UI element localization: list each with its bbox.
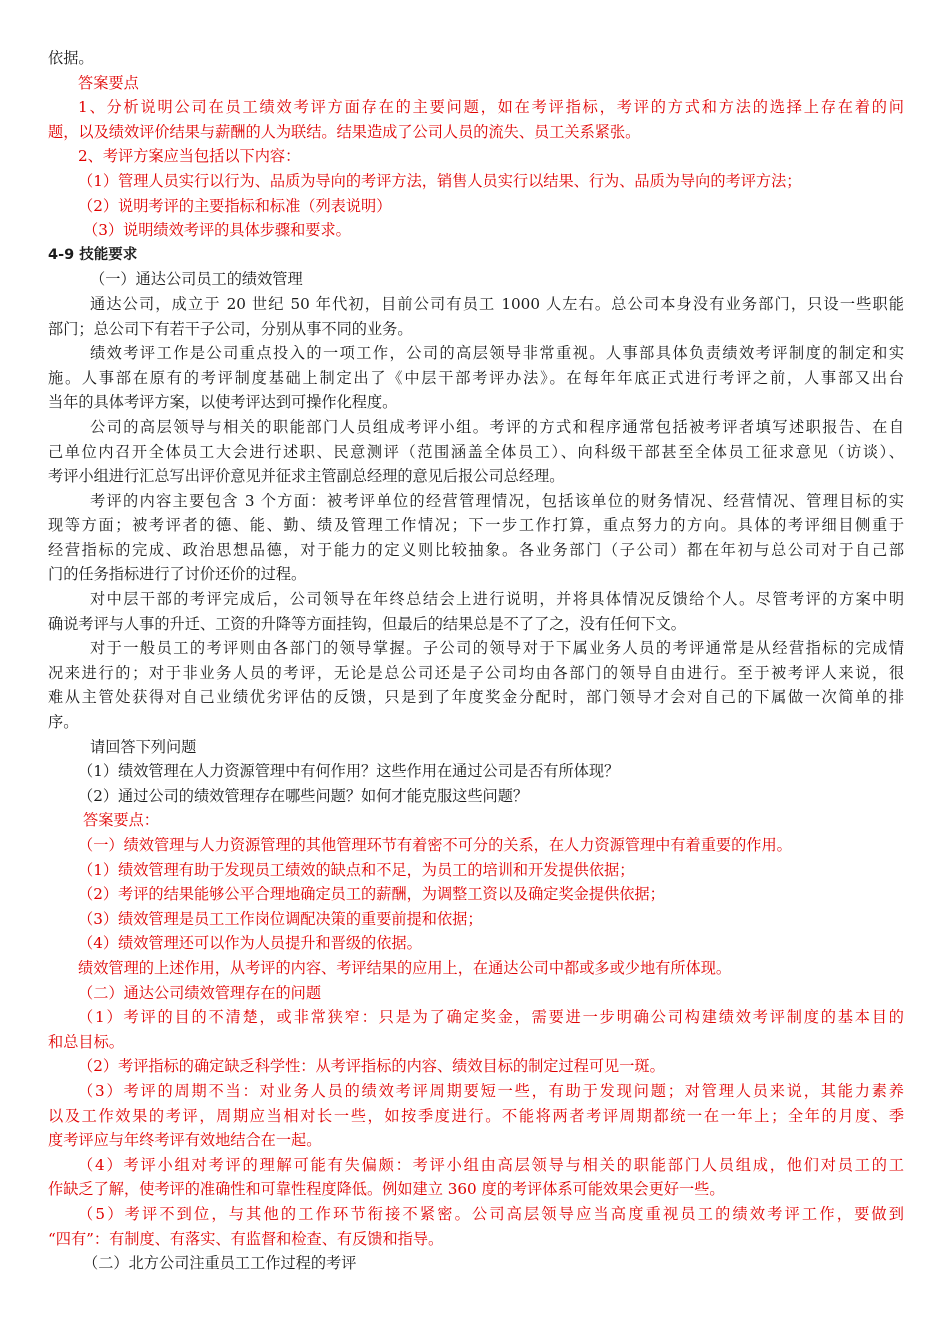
text-line: （2）通过公司的绩效管理存在哪些问题？如何才能克服这些问题？ [78,786,529,805]
text-line: 以及工作效果的考评，周期应当相对长一些，如按季度进行。不能将两者考评周期都统一在一年上；全年的月度、季 [48,1106,904,1125]
text-line: （1）绩效管理有助于发现员工绩效的缺点和不足，为员工的培训和开发提供依据； [78,860,635,879]
text-line: 2、考评方案应当包括以下内容： [78,147,301,166]
text-line: 考评小组进行汇总写出评价意见并征求主管副总经理的意见后报公司总经理。 [48,467,565,486]
document-page [48,46,904,1276]
text-line: 请回答下列问题 [90,737,197,756]
text-line: 现等方面；被考评者的德、能、勤、绩及管理工作情况；下一步工作打算，重点努力的方向。具体的考评细目侧重于 [48,516,904,535]
text-line: （3）考评的周期不当：对业务人员的绩效考评周期要短一些，有助于发现问题；对管理人员来说，其能力素养 [78,1081,904,1100]
text-line: 况来进行的；对于非业务人员的考评，无论是总公司还是子公司均由各部门的领导自由进行。至于被考评人来说，很 [48,663,904,682]
text-line: 己单位内召开全体员工大会进行述职、民意测评（范围涵盖全体员工）、向科级干部甚至全体员工征求意见（访谈）、 [48,442,904,461]
text-line: 度考评应与年终考评有效地结合在一起。 [48,1131,322,1150]
text-line: 当年的具体考评方案，以使考评达到可操作化程度。 [48,393,398,412]
text-line: （4）绩效管理还可以作为人员提升和晋级的依据。 [78,934,422,953]
text-line: （1）考评的目的不清楚，或非常狭窄：只是为了确定奖金，需要进一步明确公司构建绩效考评制度的基本目的 [78,1008,904,1027]
text-line: （二）北方公司注重员工工作过程的考评 [83,1254,357,1273]
text-line: 绩效管理的上述作用，从考评的内容、考评结果的应用上，在通达公司中都或多或少地有所体现。 [78,958,732,977]
text-line: （二）通达公司绩效管理存在的问题 [78,983,321,1002]
text-line: 施。人事部在原有的考评制度基础上制定出了《中层干部考评办法》。在每年年底正式进行考评之前，人事部又出台 [48,368,904,387]
text-line: 通达公司，成立于 20 世纪 50 年代初，目前公司有员工 1000 人左右。总公司本身没有业务部门，只设一些职能 [90,294,904,313]
text-line: 门的任务指标进行了讨价还价的过程。 [48,565,307,584]
text-line: 依据。 [48,49,94,67]
text-line: 绩效考评工作是公司重点投入的一项工作，公司的高层领导非常重视。人事部具体负责绩效考评制度的制定和实 [90,344,904,363]
text-line: 作缺乏了解，使考评的准确性和可靠性程度降低。例如建立 360 度的考评体系可能效果会更好一些。 [48,1180,725,1199]
text-line: （一）绩效管理与人力资源管理的其他管理环节有着密不可分的关系，在人力资源管理中有着重要的作用。 [78,836,792,854]
text-line: （3）说明绩效考评的具体步骤和要求。 [83,221,351,240]
text-line: 答案要点： [83,811,159,830]
text-line: 公司的高层领导与相关的职能部门人员组成考评小组。考评的方式和程序通常包括被考评者填写述职报告、在自 [90,417,904,436]
text-line: （一）通达公司员工的绩效管理 [90,270,303,289]
text-line: （2）考评指标的确定缺乏科学性：从考评指标的内容、绩效目标的制定过程可见一斑。 [78,1057,665,1076]
text-line: 确说考评与人事的升迁、工资的升降等方面挂钩，但最后的结果总是不了了之，没有任何下文。 [48,614,686,633]
text-line: “四有”：有制度、有落实、有监督和检查、有反馈和指导。 [48,1229,444,1248]
text-line: （3）绩效管理是员工工作岗位调配决策的重要前提和依据； [78,909,483,928]
text-line: 4-9 技能要求 [48,246,138,263]
text-line: （1）绩效管理在人力资源管理中有何作用？这些作用在通过公司是否有所体现？ [78,762,620,781]
text-line: （5）考评不到位，与其他的工作环节衔接不紧密。公司高层领导应当高度重视员工的绩效考评工作，要做到 [78,1204,904,1223]
text-line: （2）考评的结果能够公平合理地确定员工的薪酬，为调整工资以及确定奖金提供依据； [78,885,665,904]
text-line: 难从主管处获得对自己业绩优劣评估的反馈，只是到了年度奖金分配时，部门领导才会对自己的下属做一次简单的排 [48,688,904,707]
text-line: 对中层干部的考评完成后，公司领导在年终总结会上进行说明，并将具体情况反馈给个人。尽管考评的方案中明 [90,590,904,609]
text-line: 对于一般员工的考评则由各部门的领导掌握。子公司的领导对于下属业务人员的考评通常是从经营指标的完成情 [90,639,904,658]
text-line: 答案要点 [78,73,139,92]
text-line: 经营指标的完成、政治思想品德，对于能力的定义则比较抽象。各业务部门（子公司）都在年初与总公司对于自己部 [48,540,904,559]
text-line: （1）管理人员实行以行为、品质为导向的考评方法，销售人员实行以结果、行为、品质为导向的考评方法； [78,171,802,190]
text-line: 考评的内容主要包含 3 个方面：被考评单位的经营管理情况，包括该单位的财务情况、经营情况、管理目标的实 [90,491,904,510]
text-line: 序。 [48,713,79,732]
text-line: 1、分析说明公司在员工绩效考评方面存在的主要问题，如在考评指标，考评的方式和方法的选择上存在着的问 [78,98,904,117]
text-line: 题，以及绩效评价结果与薪酬的人为联结。结果造成了公司人员的流失、员工关系紧张。 [48,122,641,141]
text-line: （4）考评小组对考评的理解可能有失偏颇：考评小组由高层领导与相关的职能部门人员组成，他们对员工的工 [78,1155,904,1174]
text-line: 和总目标。 [48,1032,124,1051]
text-line: 部门；总公司下有若干子公司，分别从事不同的业务。 [48,319,413,338]
text-line: （2）说明考评的主要指标和标准（列表说明） [78,196,392,215]
